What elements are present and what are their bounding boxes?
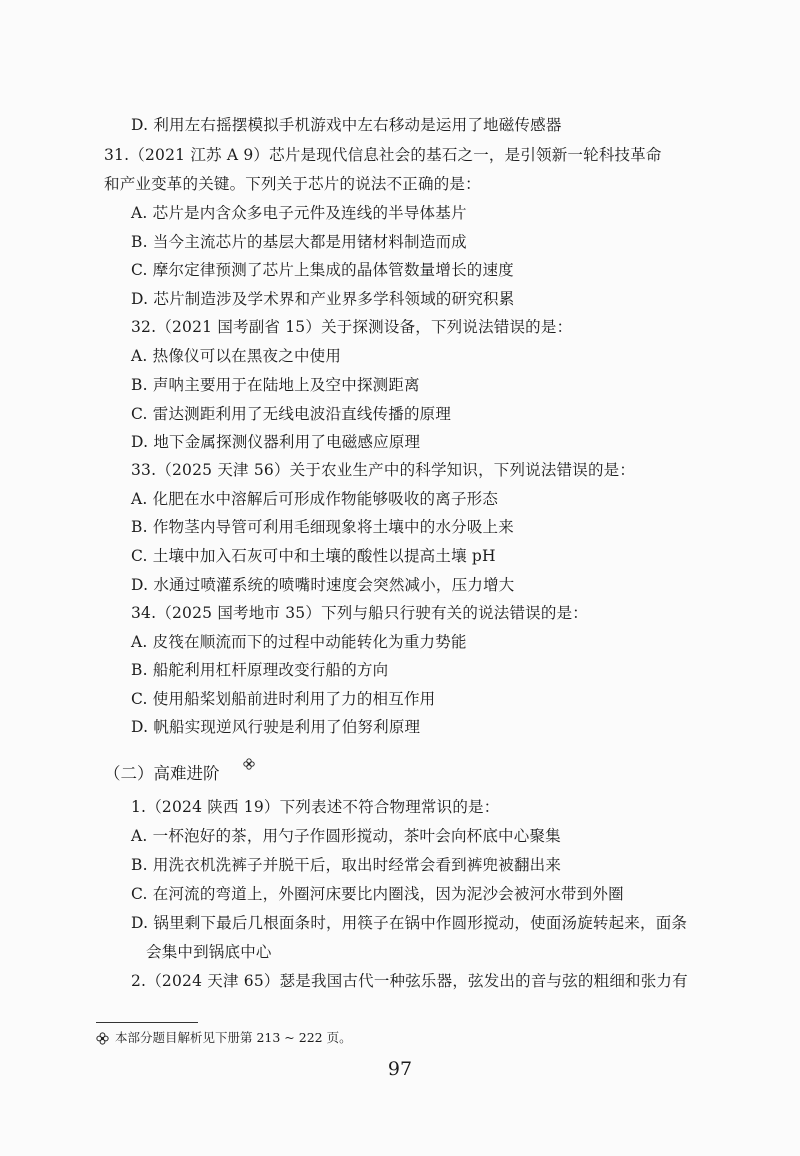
footnote-flower-icon: [96, 1032, 109, 1045]
q33-option-c: C. 土壤中加入石灰可中和土壤的酸性以提高土壤 pH: [131, 547, 496, 565]
section-title: （二）高难进阶: [104, 764, 220, 783]
q33-option-d: D. 水通过喷灌系统的喷嘴时速度会突然减小，压力增大: [131, 576, 515, 594]
adv-q1-option-b: B. 用洗衣机洗裤子并脱干后，取出时经常会看到裤兜被翻出来: [131, 856, 562, 874]
adv-q1-option-c: C. 在河流的弯道上，外圈河床要比内圈浅，因为泥沙会被河水带到外圈: [131, 885, 624, 903]
q32-option-d: D. 地下金属探测仪器利用了电磁感应原理: [131, 433, 421, 451]
adv-q1-option-d: D. 锅里剩下最后几根面条时，用筷子在锅中作圆形搅动，使面汤旋转起来，面条: [131, 914, 688, 932]
q34-option-d: D. 帆船实现逆风行驶是利用了伯努利原理: [131, 718, 421, 736]
q34-option-c: C. 使用船桨划船前进时利用了力的相互作用: [131, 690, 436, 708]
q33-option-a: A. 化肥在水中溶解后可形成作物能够吸收的离子形态: [131, 490, 499, 508]
q31-stem: 31.（2021 江苏 A 9）芯片是现代信息社会的基石之一，是引领新一轮科技革命: [104, 146, 662, 164]
flower-icon: [243, 758, 255, 770]
q34-option-a: A. 皮筏在顺流而下的过程中动能转化为重力势能: [131, 633, 467, 651]
q33-option-b: B. 作物茎内导管可利用毛细现象将土壤中的水分吸上来: [131, 518, 514, 536]
footnote: 本部分题目解析见下册第 213 ~ 222 页。: [115, 1030, 352, 1045]
q33-stem: 33.（2025 天津 56）关于农业生产中的科学知识，下列说法错误的是：: [131, 461, 636, 479]
adv-q1-option-a: A. 一杯泡好的茶，用勺子作圆形搅动，茶叶会向杯底中心聚集: [131, 827, 561, 845]
adv-q2-stem: 2.（2024 天津 65）瑟是我国古代一种弦乐器，弦发出的音与弦的粗细和张力有: [131, 972, 688, 990]
adv-q1-stem: 1.（2024 陕西 19）下列表述不符合物理常识的是：: [131, 798, 500, 816]
q31-option-b: B. 当今主流芯片的基层大都是用锗材料制造而成: [131, 233, 467, 251]
q31-option-a: A. 芯片是内含众多电子元件及连线的半导体基片: [131, 204, 467, 222]
q31-option-c: C. 摩尔定律预测了芯片上集成的晶体管数量增长的速度: [131, 261, 514, 279]
q32-stem: 32.（2021 国考副省 15）关于探测设备，下列说法错误的是：: [131, 318, 573, 336]
q31-option-d: D. 芯片制造涉及学术界和产业界多学科领域的研究积累: [131, 290, 515, 308]
q32-option-a: A. 热像仪可以在黑夜之中使用: [131, 347, 342, 365]
q34-stem: 34.（2025 国考地市 35）下列与船只行驶有关的说法错误的是：: [131, 604, 588, 622]
q34-option-b: B. 船舵利用杠杆原理改变行船的方向: [131, 661, 389, 679]
q31-stem-cont: 和产业变革的关键。下列关于芯片的说法不正确的是：: [104, 175, 481, 193]
q30-option-d: D. 利用左右摇摆模拟手机游戏中左右移动是运用了地磁传感器: [131, 116, 562, 134]
adv-q1-option-d-cont: 会集中到锅底中心: [146, 943, 272, 961]
q32-option-c: C. 雷达测距利用了无线电波沿直线传播的原理: [131, 405, 452, 423]
q32-option-b: B. 声呐主要用于在陆地上及空中探测距离: [131, 376, 420, 394]
page-number: 97: [387, 1058, 413, 1080]
footnote-divider: [96, 1022, 198, 1023]
